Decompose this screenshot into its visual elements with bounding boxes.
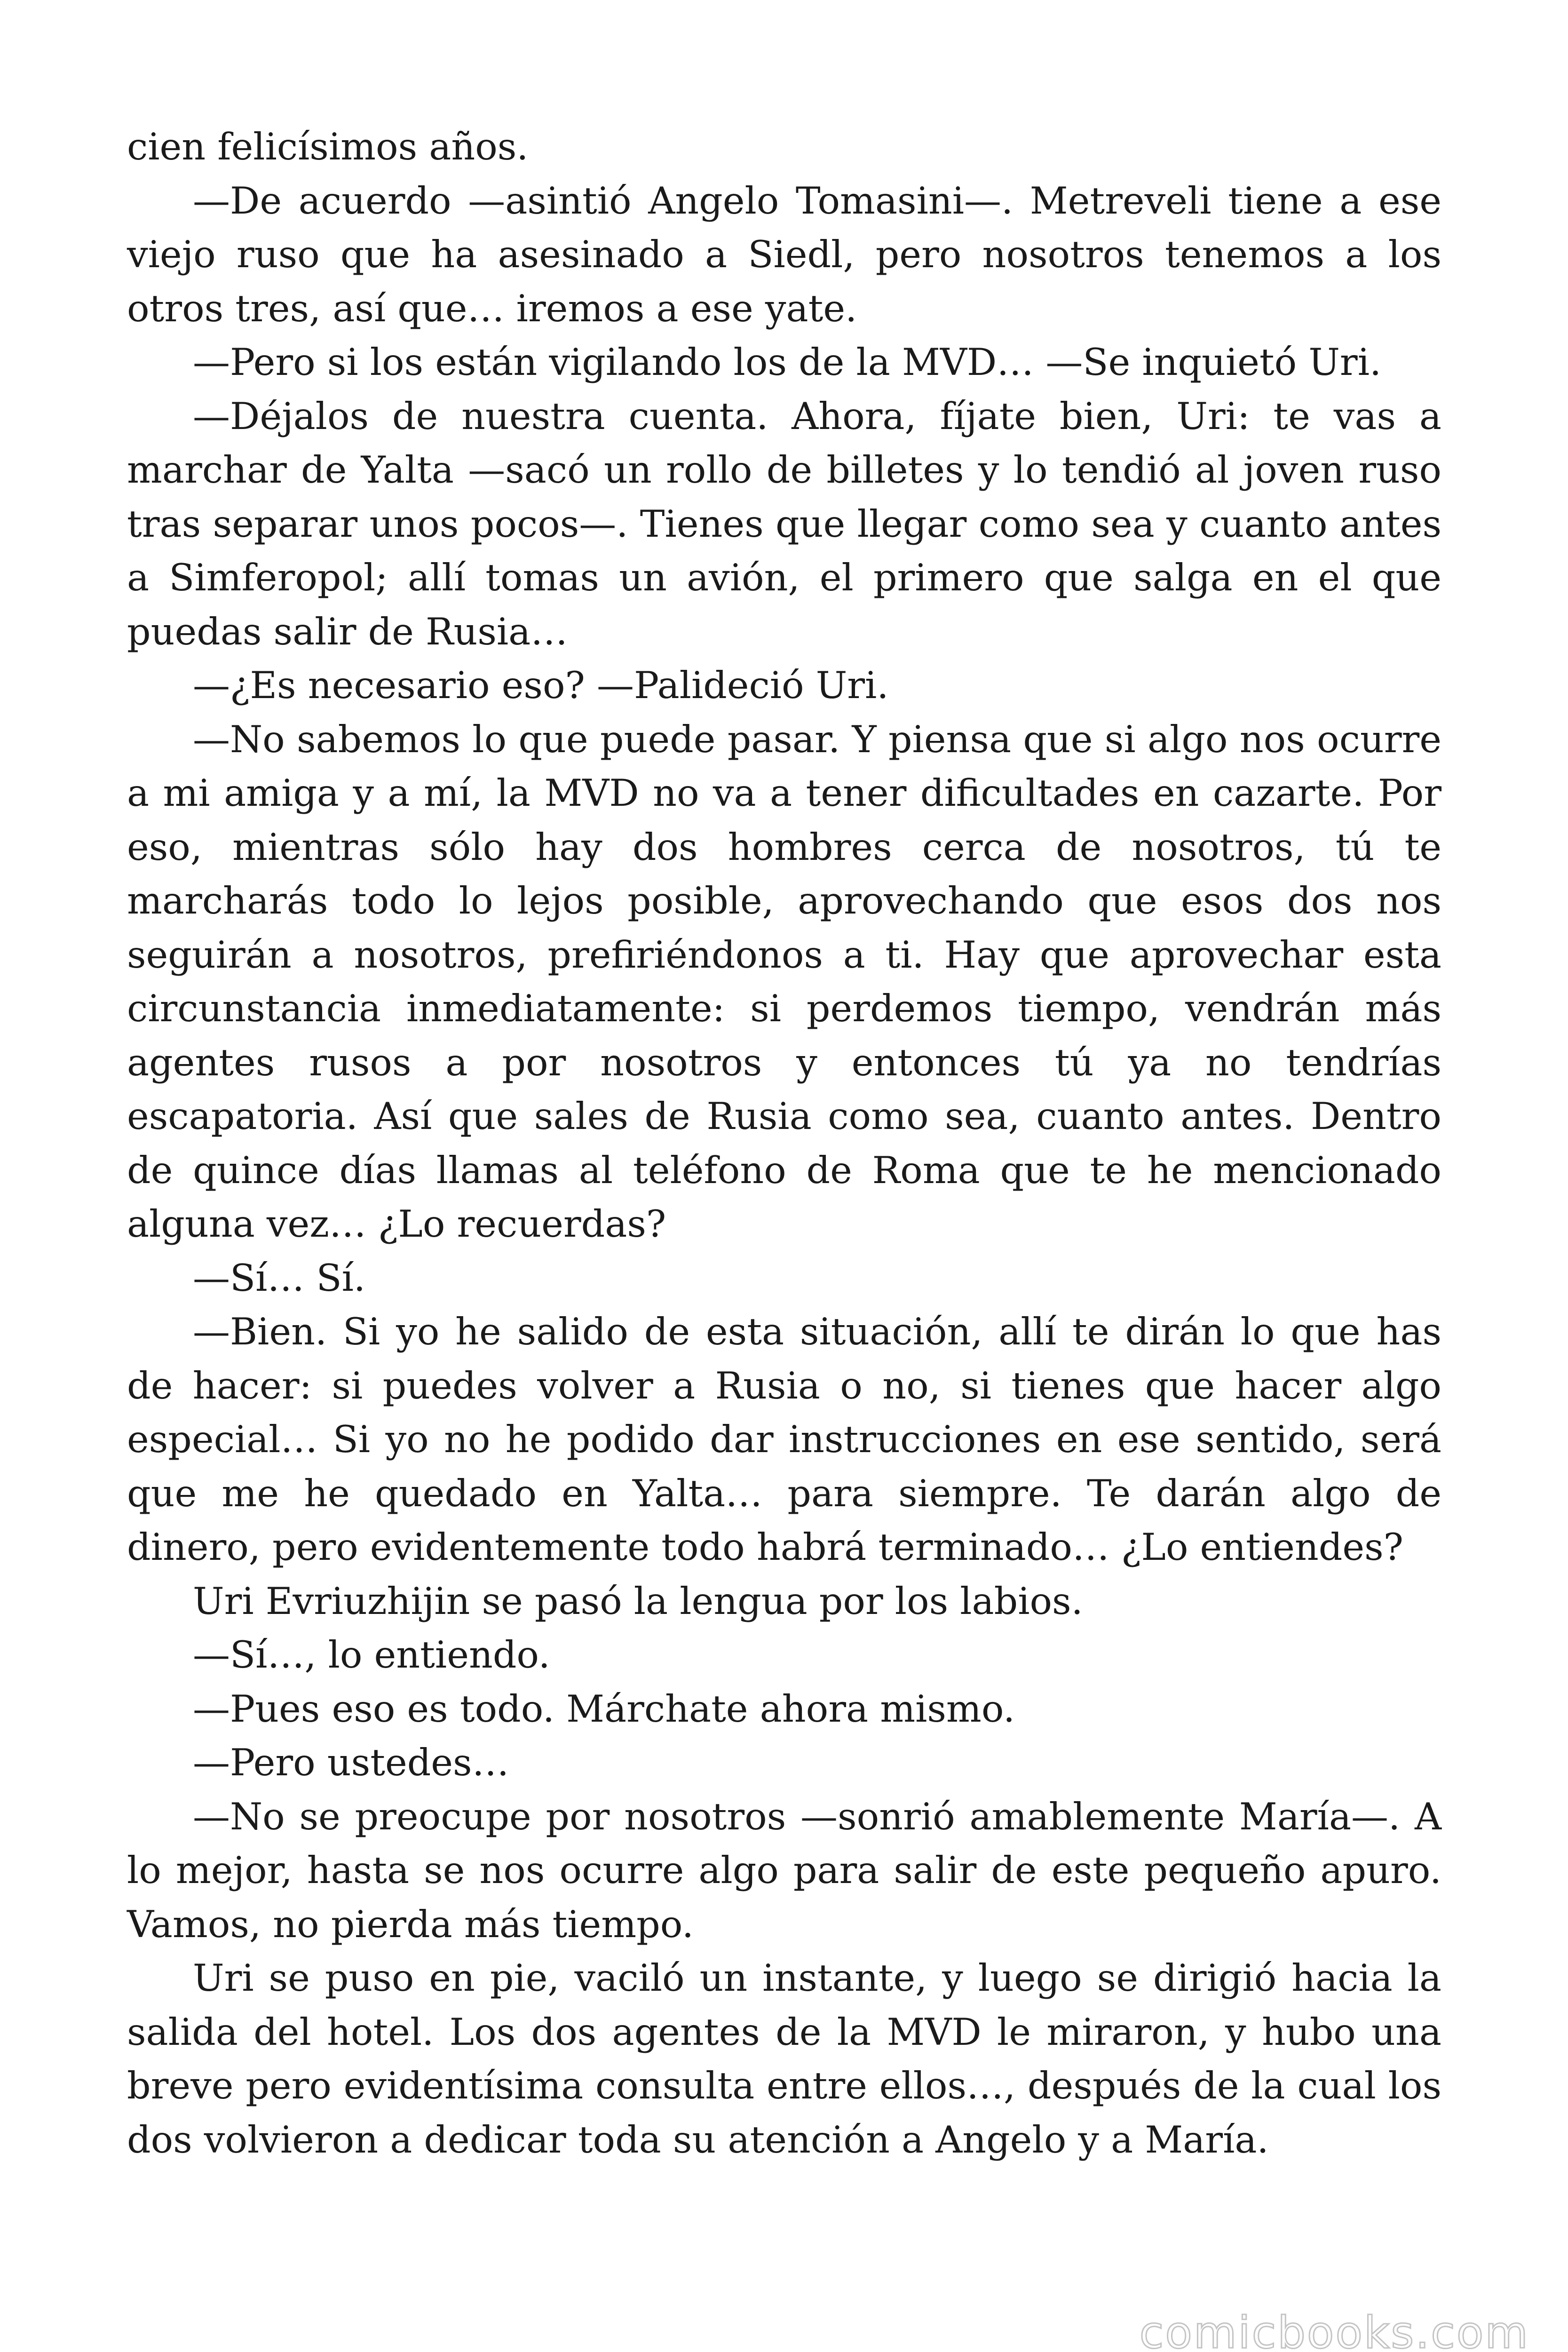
- paragraph: —Bien. Si yo he salido de esta situación, allí te dirán lo que has de hacer: si puedes volver a Rusia o no, si tienes que hacer algo especial… Si yo no he podido dar instrucciones en ese sentido, será que me he quedado en Yalta… para siempre. Te darán algo de dinero, pero evidentemente todo habrá terminado… ¿Lo entiendes?: [127, 1310, 1441, 1569]
- paragraph: cien felicísimos años.: [127, 125, 529, 168]
- paragraph: Uri se puso en pie, vaciló un instante, y luego se dirigió hacia la salida del hotel. Los dos agentes de la MVD le miraron, y hubo una breve pero evidentísima consulta entre ellos…, después de la cual los dos volvieron a dedicar toda su atención a Angelo y a María.: [127, 1956, 1441, 2161]
- paragraph: —Pero si los están vigilando los de la MVD… —Se inquietó Uri.: [193, 341, 1382, 384]
- paragraph: —No se preocupe por nosotros —sonrió amablemente María—. A lo mejor, hasta se nos ocurre algo para salir de este pequeño apuro. Vamos, no pierda más tiempo.: [127, 1795, 1441, 1946]
- paragraph: —Sí…, lo entiendo.: [193, 1633, 550, 1677]
- paragraph: —¿Es necesario eso? —Palideció Uri.: [193, 664, 889, 707]
- paragraph: —Pero ustedes…: [193, 1741, 509, 1784]
- paragraph: Uri Evriuzhijin se pasó la lengua por los labios.: [193, 1579, 1083, 1623]
- watermark: comicbooks.com: [1139, 2307, 1529, 2352]
- paragraph: —Pues eso es todo. Márchate ahora mismo.: [193, 1687, 1015, 1731]
- paragraph: —De acuerdo —asintió Angelo Tomasini—. Metreveli tiene a ese viejo ruso que ha asesinado a Siedl, pero nosotros tenemos a los otros tres, así que… iremos a ese yate.: [127, 179, 1441, 330]
- paragraph: —No sabemos lo que puede pasar. Y piensa que si algo nos ocurre a mi amiga y a mí, la MVD no va a tener dificultades en cazarte. Por eso, mientras sólo hay dos hombres cerca de nosotros, tú te marcharás todo lo lejos posible, aprovechando que esos dos nos seguirán a nosotros, prefiriéndonos a ti. Hay que aprovechar esta circunstancia inmediatamente: si perdemos tiempo, vendrán más agentes rusos a por nosotros y entonces tú ya no tendrías escapatoria. Así que sales de Rusia como sea, cuanto antes. Dentro de quince días llamas al teléfono de Roma que te he mencionado alguna vez… ¿Lo recuerdas?: [127, 717, 1441, 1246]
- page-body-text: [127, 120, 1441, 2167]
- paragraph: —Sí… Sí.: [193, 1256, 365, 1300]
- paragraph: —Déjalos de nuestra cuenta. Ahora, fíjate bien, Uri: te vas a marchar de Yalta —sacó un rollo de billetes y lo tendió al joven ruso tras separar unos pocos—. Tienes que llegar como sea y cuanto antes a Simferopol; allí tomas un avión, el primero que salga en el que puedas salir de Rusia…: [127, 394, 1441, 653]
